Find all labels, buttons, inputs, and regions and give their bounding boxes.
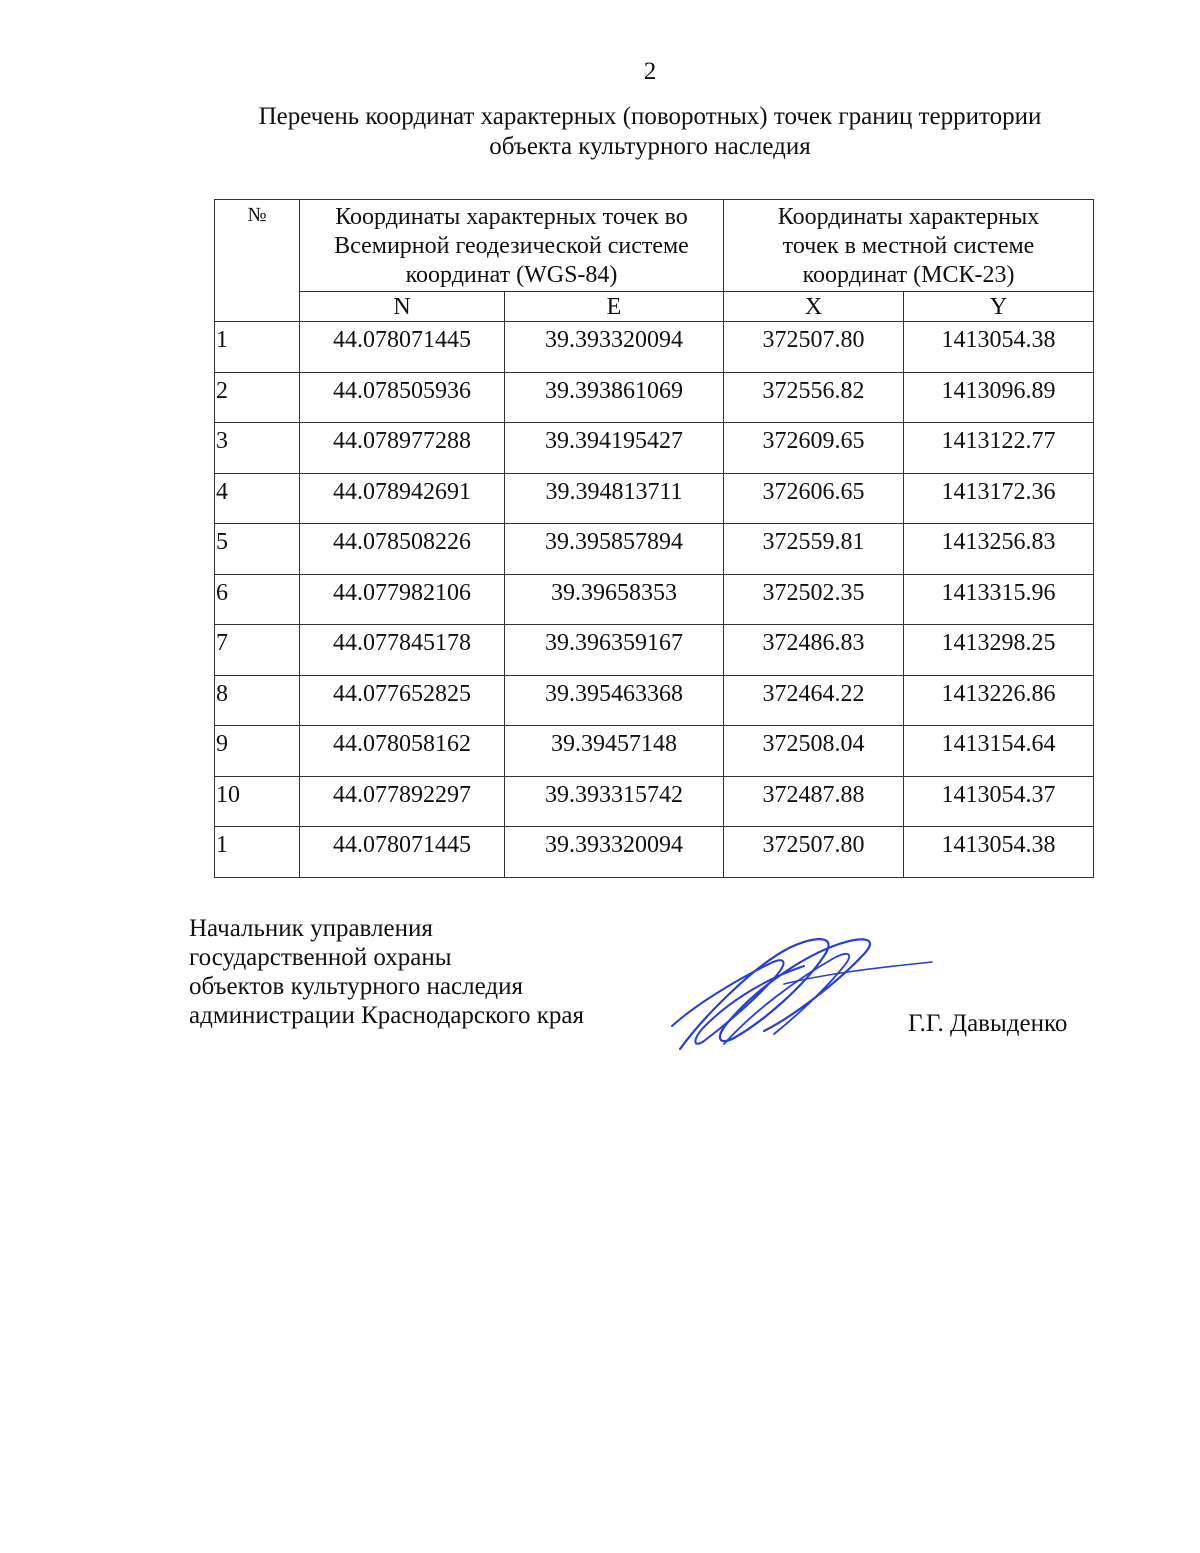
cell-x: 372609.65: [724, 423, 904, 474]
row-number: 6: [215, 574, 300, 625]
cell-e: 39.393320094: [505, 827, 724, 878]
position-line-3: объектов культурного наследия: [189, 973, 523, 1000]
position-line-4: администрации Краснодарского края: [189, 1002, 585, 1029]
subheader-e: E: [505, 292, 724, 322]
title-line-1: Перечень координат характерных (поворотных) точек границ территории: [258, 103, 1042, 130]
cell-e: 39.393320094: [505, 322, 724, 373]
row-number: 1: [215, 322, 300, 373]
table-row: [215, 574, 1094, 625]
coordinates-table: [214, 199, 1094, 878]
table-body: [215, 322, 1094, 878]
cell-y: 1413298.25: [904, 625, 1094, 676]
header-number: №: [215, 200, 300, 322]
row-number: 9: [215, 726, 300, 777]
table-row: [215, 625, 1094, 676]
cell-n: 44.077892297: [300, 776, 505, 827]
handwritten-signature: [664, 926, 944, 1056]
cell-x: 372486.83: [724, 625, 904, 676]
cell-y: 1413315.96: [904, 574, 1094, 625]
cell-x: 372507.80: [724, 322, 904, 373]
cell-n: 44.077845178: [300, 625, 505, 676]
table-row: [215, 423, 1094, 474]
row-number: 5: [215, 524, 300, 575]
cell-x: 372502.35: [724, 574, 904, 625]
table-row: [215, 675, 1094, 726]
cell-y: 1413054.38: [904, 322, 1094, 373]
cell-y: 1413122.77: [904, 423, 1094, 474]
row-number: 7: [215, 625, 300, 676]
cell-y: 1413054.37: [904, 776, 1094, 827]
cell-y: 1413226.86: [904, 675, 1094, 726]
table-row: [215, 827, 1094, 878]
cell-e: 39.394813711: [505, 473, 724, 524]
position-line-2: государственной охраны: [189, 944, 452, 971]
table-row: [215, 524, 1094, 575]
cell-e: 39.39658353: [505, 574, 724, 625]
signature-title-block: [189, 914, 584, 1030]
cell-e: 39.395463368: [505, 675, 724, 726]
cell-y: 1413054.38: [904, 827, 1094, 878]
cell-n: 44.078942691: [300, 473, 505, 524]
cell-n: 44.078071445: [300, 322, 505, 373]
row-number: 1: [215, 827, 300, 878]
cell-y: 1413172.36: [904, 473, 1094, 524]
table-header-row: [215, 200, 1094, 292]
row-number: 3: [215, 423, 300, 474]
position-line-1: Начальник управления: [189, 915, 433, 942]
cell-e: 39.394195427: [505, 423, 724, 474]
cell-n: 44.077982106: [300, 574, 505, 625]
cell-e: 39.396359167: [505, 625, 724, 676]
cell-y: 1413096.89: [904, 372, 1094, 423]
cell-y: 1413256.83: [904, 524, 1094, 575]
cell-n: 44.078058162: [300, 726, 505, 777]
header-wgs84: Координаты характерных точек во Всемирной геодезической системе координат (WGS-84): [300, 200, 724, 292]
row-number: 4: [215, 473, 300, 524]
subheader-x: X: [724, 292, 904, 322]
cell-e: 39.393861069: [505, 372, 724, 423]
cell-e: 39.395857894: [505, 524, 724, 575]
cell-x: 372559.81: [724, 524, 904, 575]
document-title: [200, 102, 1100, 162]
cell-x: 372507.80: [724, 827, 904, 878]
table-row: [215, 322, 1094, 373]
cell-x: 372508.04: [724, 726, 904, 777]
cell-x: 372556.82: [724, 372, 904, 423]
table-row: [215, 473, 1094, 524]
table-subheader-row: [215, 292, 1094, 322]
page-number: 2: [643, 58, 657, 85]
cell-e: 39.393315742: [505, 776, 724, 827]
row-number: 10: [215, 776, 300, 827]
cell-n: 44.078977288: [300, 423, 505, 474]
cell-n: 44.078505936: [300, 372, 505, 423]
title-line-2: объекта культурного наследия: [489, 133, 811, 160]
cell-x: 372464.22: [724, 675, 904, 726]
cell-n: 44.077652825: [300, 675, 505, 726]
table-row: [215, 776, 1094, 827]
signer-name: Г.Г. Давыденко: [908, 1010, 1068, 1037]
subheader-n: N: [300, 292, 505, 322]
cell-x: 372606.65: [724, 473, 904, 524]
row-number: 2: [215, 372, 300, 423]
cell-n: 44.078071445: [300, 827, 505, 878]
cell-e: 39.39457148: [505, 726, 724, 777]
cell-y: 1413154.64: [904, 726, 1094, 777]
header-msk23: Координаты характерных точек в местной системе координат (МСК-23): [724, 200, 1094, 292]
table-row: [215, 372, 1094, 423]
table-row: [215, 726, 1094, 777]
row-number: 8: [215, 675, 300, 726]
cell-x: 372487.88: [724, 776, 904, 827]
cell-n: 44.078508226: [300, 524, 505, 575]
subheader-y: Y: [904, 292, 1094, 322]
